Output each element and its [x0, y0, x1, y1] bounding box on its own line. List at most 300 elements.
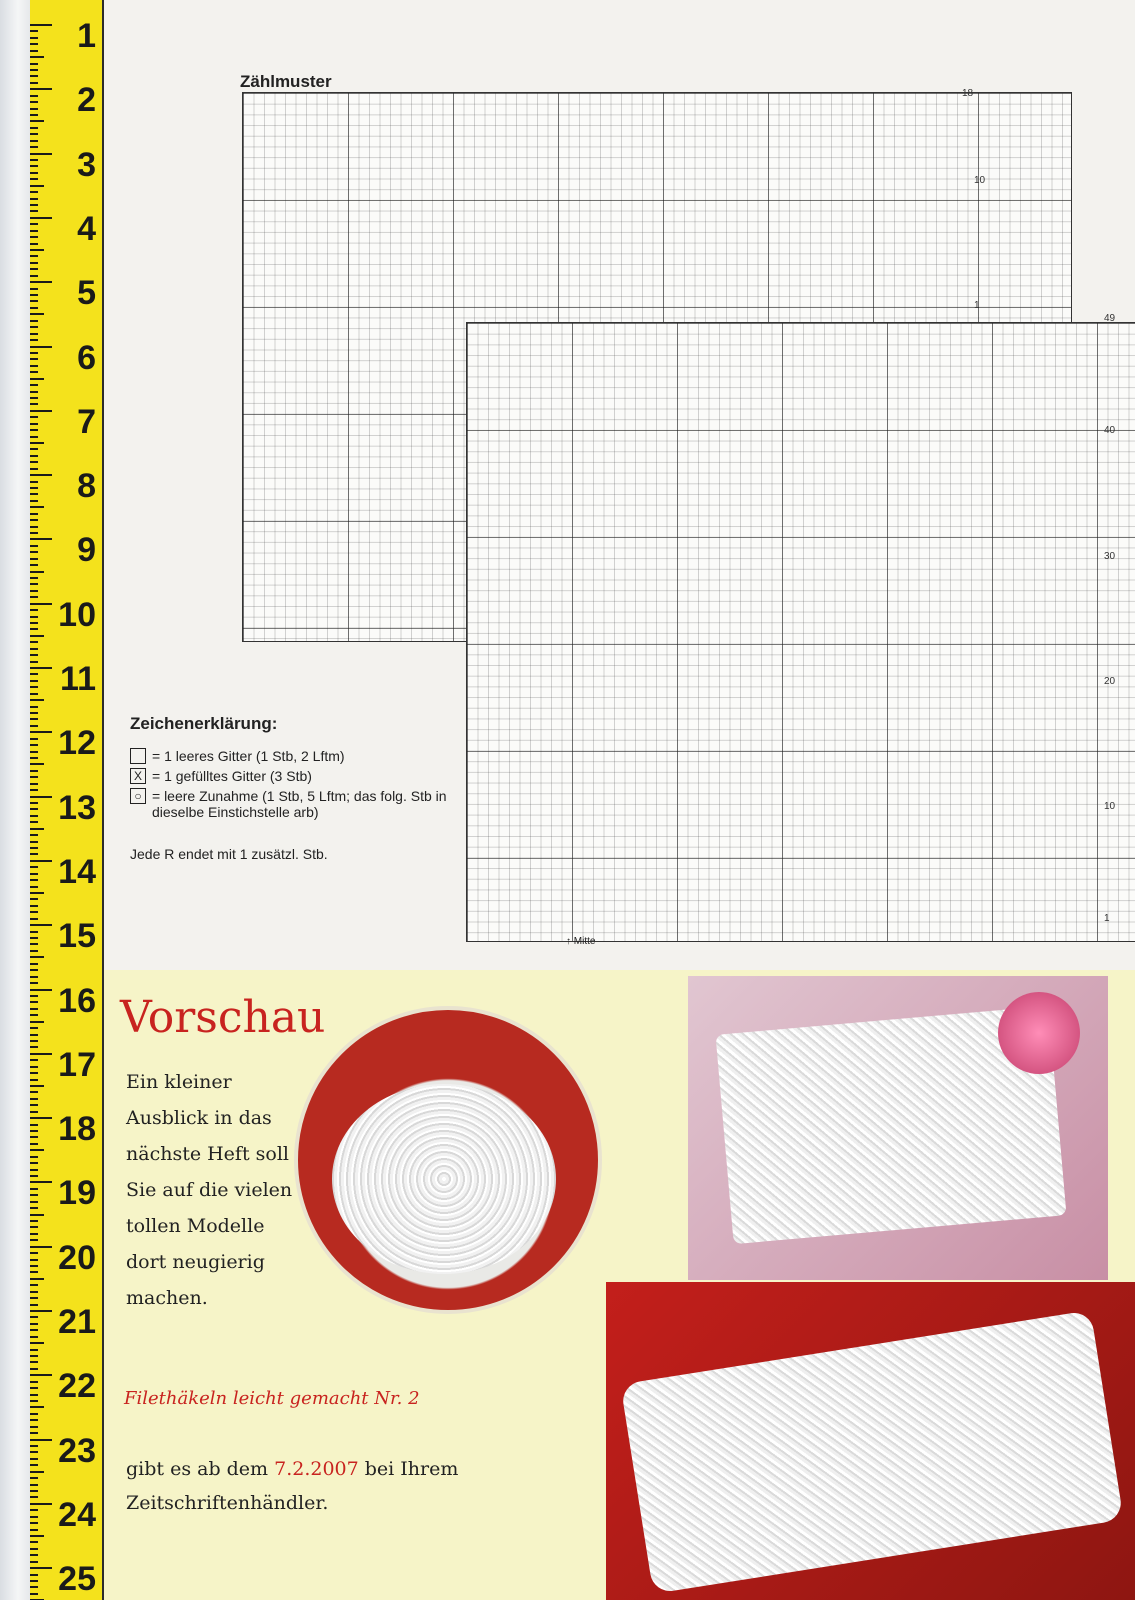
- ruler-tick: [30, 1085, 44, 1087]
- ruler-tick: [30, 706, 38, 708]
- ruler-tick: [30, 461, 38, 463]
- ruler-tick: [30, 1284, 38, 1286]
- ruler-tick: [30, 1169, 38, 1171]
- preview-section: [104, 970, 1135, 1600]
- ruler-tick: [30, 1561, 38, 1563]
- ruler-tick: [30, 1124, 38, 1126]
- ruler-number: 18: [58, 1110, 96, 1149]
- ruler-tick: [30, 950, 38, 952]
- ruler-tick: [30, 75, 38, 77]
- ruler-tick: [30, 1040, 38, 1042]
- ruler-tick: [30, 1021, 44, 1023]
- row-label-18: 18: [962, 88, 974, 99]
- ruler-tick: [30, 1593, 38, 1595]
- ruler-tick: [30, 69, 38, 71]
- ruler-tick: [30, 1046, 38, 1048]
- ruler-tick: [30, 789, 38, 791]
- ruler-number: 23: [58, 1431, 96, 1470]
- preview-bottom-prefix: gibt es ab dem: [126, 1458, 275, 1480]
- row-label-10: 10: [974, 175, 986, 186]
- round-doily-photo: [294, 1006, 602, 1314]
- ruler-tick: [30, 1406, 44, 1408]
- ruler-tick: [30, 1278, 44, 1280]
- filled-cell-icon: X: [130, 768, 146, 784]
- ruler-tick: [30, 763, 44, 765]
- ruler-tick: [30, 1445, 38, 1447]
- ruler-tick: [30, 1574, 38, 1576]
- ruler-number: 11: [60, 660, 96, 698]
- ruler-tick: [30, 976, 38, 978]
- ruler-tick: [30, 281, 52, 283]
- ruler-tick: [30, 120, 44, 122]
- ruler-tick: [30, 127, 38, 129]
- ruler-tick: [30, 1567, 52, 1569]
- legend-text: = 1 leeres Gitter (1 Stb, 2 Lftm): [152, 748, 345, 764]
- ruler-tick: [30, 905, 38, 907]
- ruler-tick: [30, 931, 38, 933]
- ruler-tick: [30, 1419, 38, 1421]
- ruler-tick: [30, 538, 52, 540]
- ruler-tick: [30, 757, 38, 759]
- center-marker: ↑ Mitte: [566, 936, 596, 947]
- ruler-tick: [30, 969, 38, 971]
- ruler-tick: [30, 526, 38, 528]
- ruler-tick: [30, 815, 38, 817]
- row-label-20: 20: [1104, 676, 1116, 687]
- ruler-tick: [30, 1374, 52, 1376]
- ruler-tick: [30, 744, 38, 746]
- ruler-tick: [30, 853, 38, 855]
- page-edge: [0, 0, 30, 1600]
- square-doily-photo: [688, 976, 1108, 1280]
- ruler-tick: [30, 1496, 38, 1498]
- ruler-tick: [30, 564, 38, 566]
- ruler-tick: [30, 146, 38, 148]
- ruler-number: 5: [77, 274, 96, 313]
- ruler-tick: [30, 37, 38, 39]
- ruler-tick: [30, 616, 38, 618]
- preview-text: Ein kleiner Ausblick in das nächste Heft soll Sie auf die vielen tollen Modelle dort neugierig machen.: [126, 1071, 293, 1309]
- ruler-tick: [30, 442, 44, 444]
- ruler-tick: [30, 133, 38, 135]
- ruler-tick: [30, 255, 38, 257]
- ruler-tick: [30, 1098, 38, 1100]
- increase-cell-icon: ○: [130, 788, 146, 804]
- ruler-tick: [30, 1162, 38, 1164]
- ruler-tick: [30, 1079, 38, 1081]
- ruler-tick: [30, 551, 38, 553]
- ruler-tick: [30, 1477, 38, 1479]
- ruler-tick: [30, 95, 38, 97]
- ruler-tick: [30, 1342, 44, 1344]
- ruler-tick: [30, 410, 52, 412]
- ruler-tick: [30, 834, 38, 836]
- ruler-tick: [30, 1111, 38, 1113]
- ruler-tick: [30, 1034, 38, 1036]
- ruler-tick: [30, 153, 52, 155]
- ruler-tick: [30, 172, 38, 174]
- empty-cell-icon: [130, 748, 146, 764]
- ruler-tick: [30, 1091, 38, 1093]
- ruler-tick: [30, 577, 38, 579]
- ruler-tick: [30, 262, 38, 264]
- ruler-tick: [30, 210, 38, 212]
- ruler-tick: [30, 1117, 52, 1119]
- ruler-number: 17: [58, 1045, 96, 1084]
- ruler-tick: [30, 1426, 38, 1428]
- legend-title: Zeichenerklärung:: [130, 714, 278, 733]
- ruler-tick: [30, 191, 38, 193]
- ruler-tick: [30, 1304, 38, 1306]
- ruler-number: 21: [58, 1303, 96, 1341]
- ruler-tick: [30, 828, 44, 830]
- ruler-tick: [30, 1490, 38, 1492]
- ruler-tick: [30, 236, 38, 238]
- ruler-tick: [30, 82, 38, 84]
- ruler-tick: [30, 1066, 38, 1068]
- ruler-tick: [30, 1207, 38, 1209]
- ruler-tick: [30, 165, 38, 167]
- ruler-tick: [30, 365, 38, 367]
- ruler-tick: [30, 243, 38, 245]
- ruler-tick: [30, 937, 38, 939]
- ruler-number: 7: [77, 402, 96, 441]
- ruler-tick: [30, 1349, 38, 1351]
- legend-text: = 1 gefülltes Gitter (3 Stb): [152, 768, 312, 784]
- ruler-tick: [30, 1220, 38, 1222]
- ruler-tick: [30, 1458, 38, 1460]
- ruler-tick: [30, 63, 38, 65]
- ruler-tick: [30, 911, 38, 913]
- ruler-tick: [30, 1310, 52, 1312]
- ruler-tick: [30, 1072, 38, 1074]
- ruler-tick: [30, 1316, 38, 1318]
- row-label-30: 30: [1104, 551, 1116, 562]
- ruler-tick: [30, 1503, 52, 1505]
- ruler-tick: [30, 1522, 38, 1524]
- ruler-tick: [30, 1381, 38, 1383]
- ruler-tick: [30, 436, 38, 438]
- row-label-10: 10: [1104, 801, 1116, 812]
- ruler-tick: [30, 1233, 38, 1235]
- ruler-tick: [30, 680, 38, 682]
- ruler-tick: [30, 982, 38, 984]
- pattern-page: [104, 0, 1135, 1600]
- legend-item: [130, 768, 460, 784]
- ruler-tick: [30, 924, 52, 926]
- ruler-tick: [30, 159, 38, 161]
- ruler-tick: [30, 1059, 38, 1061]
- ruler-tick: [30, 1188, 38, 1190]
- ruler-number: 8: [77, 467, 96, 506]
- ruler-tick: [30, 1586, 38, 1588]
- ruler-tick: [30, 731, 52, 733]
- ruler-tick: [30, 545, 38, 547]
- ruler-tick: [30, 1104, 38, 1106]
- ruler-tick: [30, 860, 52, 862]
- ruler-number: 19: [58, 1174, 96, 1213]
- pattern-chart-lower: [466, 322, 1135, 942]
- ruler-tick: [30, 1451, 38, 1453]
- ruler-tick: [30, 1541, 38, 1543]
- ruler-tick: [30, 371, 38, 373]
- table-runner-photo: [606, 1282, 1135, 1600]
- ruler-tick: [30, 802, 38, 804]
- ruler-tick: [30, 1439, 52, 1441]
- ruler-tick: [30, 1291, 38, 1293]
- ruler-tick: [30, 1529, 38, 1531]
- ruler-tick: [30, 532, 38, 534]
- ruler-tick: [30, 346, 52, 348]
- ruler-tick: [30, 718, 38, 720]
- legend-item: [130, 748, 460, 764]
- row-label-40: 40: [1104, 425, 1116, 436]
- ruler-tick: [30, 821, 38, 823]
- ruler-tick: [30, 1361, 38, 1363]
- ruler-tick: [30, 661, 38, 663]
- ruler-tick: [30, 506, 44, 508]
- ruler-tick: [30, 378, 44, 380]
- ruler-number: 14: [58, 852, 96, 891]
- ruler-tick: [30, 783, 38, 785]
- ruler-tick: [30, 455, 38, 457]
- ruler-tick: [30, 886, 38, 888]
- ruler-tick: [30, 1271, 38, 1273]
- ruler-tick: [30, 448, 38, 450]
- ruler-tick: [30, 943, 38, 945]
- ruler-tick: [30, 654, 38, 656]
- ruler-tick: [30, 391, 38, 393]
- ruler-tick: [30, 1194, 38, 1196]
- ruler-tick: [30, 725, 38, 727]
- ruler-tick: [30, 487, 38, 489]
- ruler-tick: [30, 956, 44, 958]
- row-label-1: 1: [1104, 913, 1110, 924]
- ruler-tick: [30, 384, 38, 386]
- ruler-tick: [30, 1027, 38, 1029]
- ruler-tick: [30, 1014, 38, 1016]
- ruler-tick: [30, 1336, 38, 1338]
- ruler-number: 2: [77, 81, 96, 120]
- ruler-tick: [30, 108, 38, 110]
- ruler-tick: [30, 1323, 38, 1325]
- ruler-tick: [30, 1394, 38, 1396]
- ruler-tick: [30, 1214, 44, 1216]
- center-label: Mitte: [573, 936, 596, 947]
- ruler-tick: [30, 468, 38, 470]
- ruler-tick: [30, 879, 38, 881]
- ruler-tick: [30, 429, 38, 431]
- ruler-tick: [30, 223, 38, 225]
- ruler-tick: [30, 178, 38, 180]
- ruler-number: 22: [58, 1367, 96, 1406]
- ruler-tick: [30, 1136, 38, 1138]
- ruler-tick: [30, 481, 38, 483]
- ruler-tick: [30, 1226, 38, 1228]
- ruler-tick: [30, 635, 44, 637]
- ruler-tick: [30, 641, 38, 643]
- ruler-tick: [30, 995, 38, 997]
- ruler-tick: [30, 1053, 52, 1055]
- ruler-number: 15: [58, 917, 96, 956]
- ruler-tick: [30, 56, 44, 58]
- ruler-tick: [30, 898, 38, 900]
- ruler-tick: [30, 519, 38, 521]
- ruler-tick: [30, 1554, 38, 1556]
- ruler-tick: [30, 1297, 38, 1299]
- ruler-tick: [30, 416, 38, 418]
- ruler-tick: [30, 693, 38, 695]
- ruler-tick: [30, 1156, 38, 1158]
- preview-bottom-text: [126, 1452, 506, 1520]
- ruler-tick: [30, 423, 38, 425]
- ruler-tick: [30, 217, 52, 219]
- ruler-tick: [30, 558, 38, 560]
- ruler-tick: [30, 294, 38, 296]
- ruler-tick: [30, 43, 38, 45]
- legend-note: Jede R endet mit 1 zusätzl. Stb.: [130, 846, 328, 862]
- ruler-tick: [30, 204, 38, 206]
- ruler-tick: [30, 1484, 38, 1486]
- ruler-tick: [30, 776, 38, 778]
- ruler-tick: [30, 320, 38, 322]
- ruler-tick: [30, 1252, 38, 1254]
- ruler-tick: [30, 403, 38, 405]
- ruler-number: 1: [77, 17, 96, 55]
- ruler-tick: [30, 596, 38, 598]
- ruler-tick: [30, 873, 38, 875]
- ruler-tick: [30, 1175, 38, 1177]
- ruler-tick: [30, 847, 38, 849]
- rose-icon: [998, 992, 1080, 1074]
- ruler-number: 4: [77, 209, 96, 248]
- ruler-tick: [30, 1509, 38, 1511]
- ruler-tick: [30, 1400, 38, 1402]
- preview-bottom-suffix: bei Ihrem Zeitschriftenhändler.: [126, 1458, 459, 1514]
- ruler-tick: [30, 892, 44, 894]
- ruler-number: 24: [58, 1495, 96, 1534]
- ruler-tick: [30, 358, 38, 360]
- ruler-tick: [30, 571, 44, 573]
- ruler-tick: [30, 313, 44, 315]
- ruler-tick: [30, 1535, 44, 1537]
- ruler-tick: [30, 1355, 38, 1357]
- ruler-tick: [30, 622, 38, 624]
- row-label-1: 1: [974, 300, 980, 311]
- pattern-grid: [466, 322, 1135, 942]
- ruler-tick: [30, 493, 38, 495]
- ruler-tick: [30, 1413, 38, 1415]
- chart-title: Zählmuster: [240, 72, 332, 91]
- ruler-number: 9: [77, 531, 96, 570]
- ruler-tick: [30, 1143, 38, 1145]
- ruler-tick: [30, 609, 38, 611]
- ruler-tick: [30, 288, 38, 290]
- ruler-tick: [30, 114, 38, 116]
- ruler-tick: [30, 101, 38, 103]
- ruler-tick: [30, 770, 38, 772]
- ruler-tick: [30, 841, 38, 843]
- ruler-tick: [30, 474, 52, 476]
- ruler-number: 6: [77, 338, 96, 377]
- ruler-tick: [30, 628, 38, 630]
- ruler-tick: [30, 230, 38, 232]
- ruler-tick: [30, 1265, 38, 1267]
- ruler-tick: [30, 808, 38, 810]
- ruler-tick: [30, 326, 38, 328]
- ruler-tick: [30, 603, 52, 605]
- ruler-tick: [30, 1432, 38, 1434]
- ruler-tick: [30, 796, 52, 798]
- row-label-49: 49: [1104, 313, 1116, 324]
- ruler-number: 25: [58, 1560, 96, 1599]
- ruler-tick: [30, 1464, 38, 1466]
- ruler-tick: [30, 667, 52, 669]
- legend-item: [130, 788, 460, 820]
- ruler-tick: [30, 185, 44, 187]
- legend-text: = leere Zunahme (1 Stb, 5 Lftm; das folg. Stb in dieselbe Einstichstelle arb): [152, 788, 447, 820]
- ruler-tick: [30, 397, 38, 399]
- ruler-tick: [30, 1246, 52, 1248]
- ruler-tick: [30, 307, 38, 309]
- ruler-tick: [30, 50, 38, 52]
- ruler-tick: [30, 513, 38, 515]
- legend: [130, 714, 460, 862]
- ruler-tick: [30, 673, 38, 675]
- ruler-tick: [30, 1548, 38, 1550]
- ruler-tick: [30, 648, 38, 650]
- ruler-number: 13: [58, 788, 96, 827]
- ruler-tick: [30, 1130, 38, 1132]
- ruler-number: 16: [58, 981, 96, 1020]
- ruler-tick: [30, 1001, 38, 1003]
- preview-subtitle: Filethäkeln leicht gemacht Nr. 2: [124, 1388, 420, 1409]
- ruler-tick: [30, 1580, 38, 1582]
- ruler-tick: [30, 590, 38, 592]
- ruler-tick: [30, 333, 38, 335]
- ruler-tick: [30, 989, 52, 991]
- ruler-tick: [30, 1329, 38, 1331]
- ruler-tick: [30, 918, 38, 920]
- ruler-tick: [30, 275, 38, 277]
- ruler-number: 3: [77, 145, 96, 184]
- ruler-tick: [30, 699, 44, 701]
- ruler-tick: [30, 1239, 38, 1241]
- ruler-tick: [30, 686, 38, 688]
- ruler-tick: [30, 583, 38, 585]
- ruler-tick: [30, 1516, 38, 1518]
- ruler-tick: [30, 1368, 38, 1370]
- ruler-number: 12: [58, 724, 96, 763]
- ruler-tick: [30, 300, 38, 302]
- ruler-tick: [30, 500, 38, 502]
- ruler-tick: [30, 339, 38, 341]
- ruler-tick: [30, 866, 38, 868]
- ruler-tick: [30, 140, 38, 142]
- ruler-tick: [30, 88, 52, 90]
- ruler-tick: [30, 751, 38, 753]
- round-doily: [332, 1084, 556, 1274]
- ruler: [30, 0, 104, 1600]
- ruler-tick: [30, 30, 38, 32]
- ruler-tick: [30, 712, 38, 714]
- table-runner: [620, 1310, 1123, 1594]
- ruler-tick: [30, 198, 38, 200]
- ruler-tick: [30, 1008, 38, 1010]
- ruler-tick: [30, 1387, 38, 1389]
- ruler-tick: [30, 249, 44, 251]
- ruler-tick: [30, 1259, 38, 1261]
